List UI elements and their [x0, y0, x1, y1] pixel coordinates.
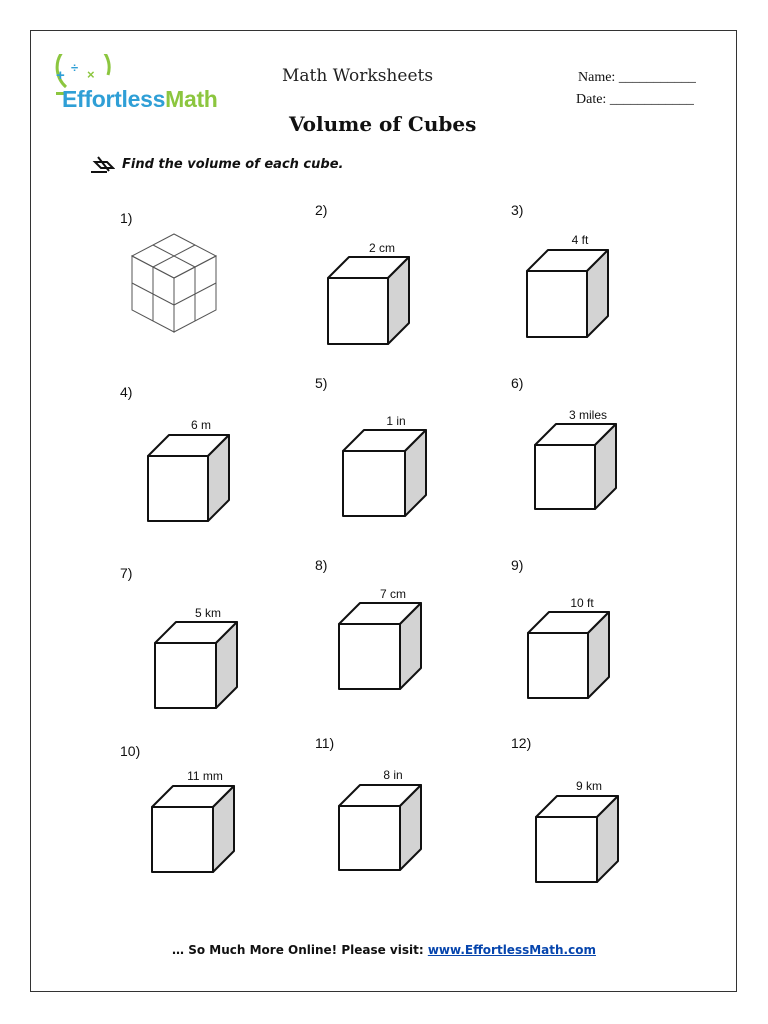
brand-part-math: Math	[165, 86, 218, 112]
edge-label-12: 9 km	[575, 779, 603, 793]
cube-7	[154, 621, 239, 710]
edge-label-9: 10 ft	[570, 596, 594, 610]
cube-10	[151, 785, 236, 874]
footer-website-link[interactable]: www.EffortlessMath.com	[427, 943, 596, 957]
problem-number-8: 8)	[315, 557, 328, 573]
footer-text: … So Much More Online! Please visit:	[172, 943, 428, 957]
date-field: Date: ____________	[576, 92, 694, 107]
cube-8	[338, 602, 423, 691]
edge-label-5: 1 in	[386, 414, 406, 428]
cube-6	[534, 423, 618, 511]
header-title: Math Worksheets	[282, 66, 434, 86]
problem-number-1: 1)	[120, 210, 133, 226]
cube-9	[527, 611, 611, 700]
problem-number-6: 6)	[511, 375, 524, 391]
footer	[0, 943, 768, 957]
cube-5	[342, 429, 428, 518]
instruction-text: Find the volume of each cube.	[122, 157, 344, 172]
problem-number-11: 11)	[315, 735, 335, 751]
edge-label-8: 7 cm	[379, 587, 407, 601]
svg-text:+: +	[56, 67, 65, 84]
problem-number-5: 5)	[315, 375, 328, 391]
brand-part-effortless: Effortless	[62, 86, 166, 112]
problem-number-3: 3)	[511, 202, 524, 218]
edge-label-6: 3 miles	[568, 408, 608, 422]
svg-text:÷: ÷	[71, 60, 79, 75]
problem-number-9: 9)	[511, 557, 524, 573]
cube-2	[327, 256, 411, 346]
page-title: Volume of Cubes	[289, 112, 477, 136]
problem-number-7: 7)	[120, 565, 133, 581]
cube-12	[535, 795, 620, 884]
brand-wordmark	[62, 86, 218, 113]
name-field: Name: ___________	[578, 70, 696, 85]
problem-number-12: 12)	[511, 735, 532, 751]
edge-label-10: 11 mm	[187, 769, 223, 783]
problem-number-2: 2)	[315, 202, 328, 218]
cube-11	[338, 784, 423, 872]
pencil-icon	[89, 153, 115, 175]
edge-label-11: 8 in	[383, 768, 403, 782]
edge-label-2: 2 cm	[368, 241, 396, 255]
edge-label-7: 5 km	[194, 606, 222, 620]
edge-label-4: 6 m	[190, 418, 212, 432]
cube-4	[147, 434, 231, 523]
problem-number-10: 10)	[120, 743, 141, 759]
problem-number-4: 4)	[120, 384, 133, 400]
svg-text:×: ×	[87, 67, 95, 82]
cube-3	[526, 249, 610, 339]
unit-cubes-figure	[128, 230, 220, 336]
edge-label-3: 4 ft	[571, 233, 589, 247]
